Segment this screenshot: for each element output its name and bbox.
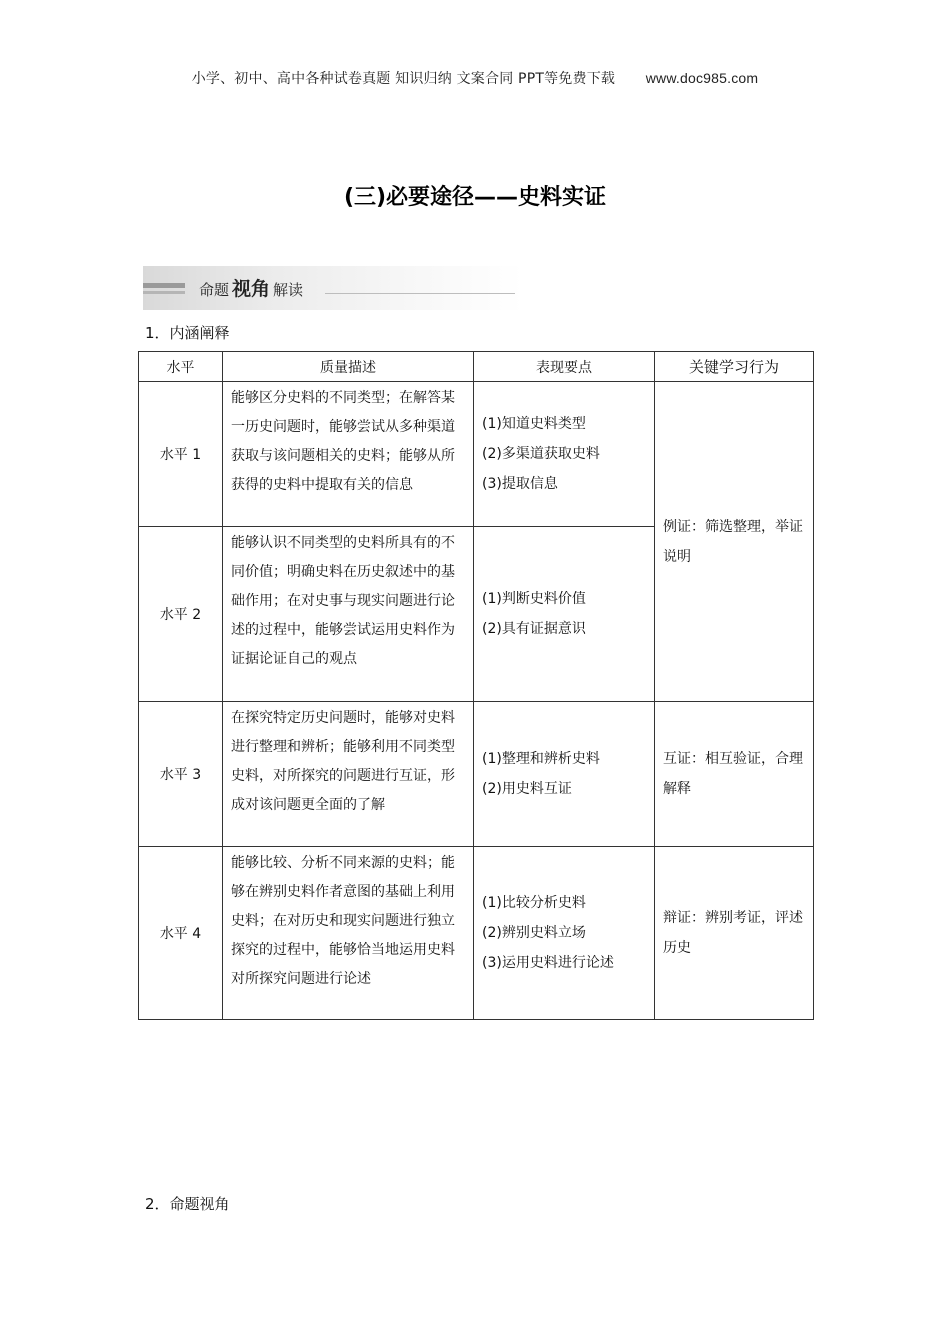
point-item: (1)比较分析史料 [482,895,586,911]
description-cell: 在探究特定历史问题时，能够对史料进行整理和辨析；能够利用不同类型史料，对所探究的问题进行互证，形成对该问题更全面的了解 [223,702,474,847]
point-item: (2)多渠道获取史料 [482,446,600,462]
point-item: (1)整理和辨析史料 [482,751,600,767]
behavior-cell: 例证：筛选整理，举证说明 [655,382,814,702]
banner-part2: 视角 [232,278,271,300]
header-level: 水平 [139,352,223,382]
point-item: (2)辨别史料立场 [482,925,586,941]
point-item: (3)提取信息 [482,476,558,492]
banner-text [199,274,303,301]
header-points: 表现要点 [474,352,655,382]
behavior-cell: 互证：相互验证，合理解释 [655,702,814,847]
table-row [139,382,814,527]
page-title: (三)必要途径——史料实证 [343,185,607,210]
points-cell [474,847,655,1020]
description-cell: 能够区分史料的不同类型；在解答某一历史问题时，能够尝试从多种渠道获取与该问题相关的史料；能够从所获得的史料中提取有关的信息 [223,382,474,527]
banner-part3: 解读 [273,281,304,299]
table-row [139,702,814,847]
level-cell: 水平 3 [139,702,223,847]
page-header [0,68,950,88]
section-banner [143,266,523,310]
banner-line [325,293,515,294]
section-heading-1: 1．内涵阐释 [145,324,230,342]
point-item: (2)具有证据意识 [482,621,586,637]
point-item: (2)用史料互证 [482,781,572,797]
banner-bar [143,283,185,288]
levels-table [138,351,814,1020]
point-item: (3)运用史料进行论述 [482,955,614,971]
header-text: 小学、初中、高中各种试卷真题 知识归纳 文案合同 PPT等免费下载 [191,71,616,87]
description-cell: 能够比较、分析不同来源的史料；能够在辨别史料作者意图的基础上利用史料；在对历史和现实问题进行独立探究的过程中，能够恰当地运用史料对所探究问题进行论述 [223,847,474,1020]
header-behavior: 关键学习行为 [655,352,814,382]
level-cell: 水平 2 [139,527,223,702]
points-cell [474,527,655,702]
header-description: 质量描述 [223,352,474,382]
banner-part1: 命题 [199,281,230,299]
header-url[interactable]: www.doc985.com [645,70,759,86]
point-item: (1)知道史料类型 [482,416,586,432]
point-item: (1)判断史料价值 [482,591,586,607]
description-cell: 能够认识不同类型的史料所具有的不同价值；明确史料在历史叙述中的基础作用；在对史事与现实问题进行论述的过程中，能够尝试运用史料作为证据论证自己的观点 [223,527,474,702]
level-cell: 水平 4 [139,847,223,1020]
behavior-cell: 辩证：辨别考证，评述历史 [655,847,814,1020]
points-cell [474,702,655,847]
banner-bar-thin [143,291,185,294]
table-header-row [139,352,814,382]
table-row [139,847,814,1020]
points-cell [474,382,655,527]
level-cell: 水平 1 [139,382,223,527]
section-heading-2: 2．命题视角 [145,1195,230,1213]
